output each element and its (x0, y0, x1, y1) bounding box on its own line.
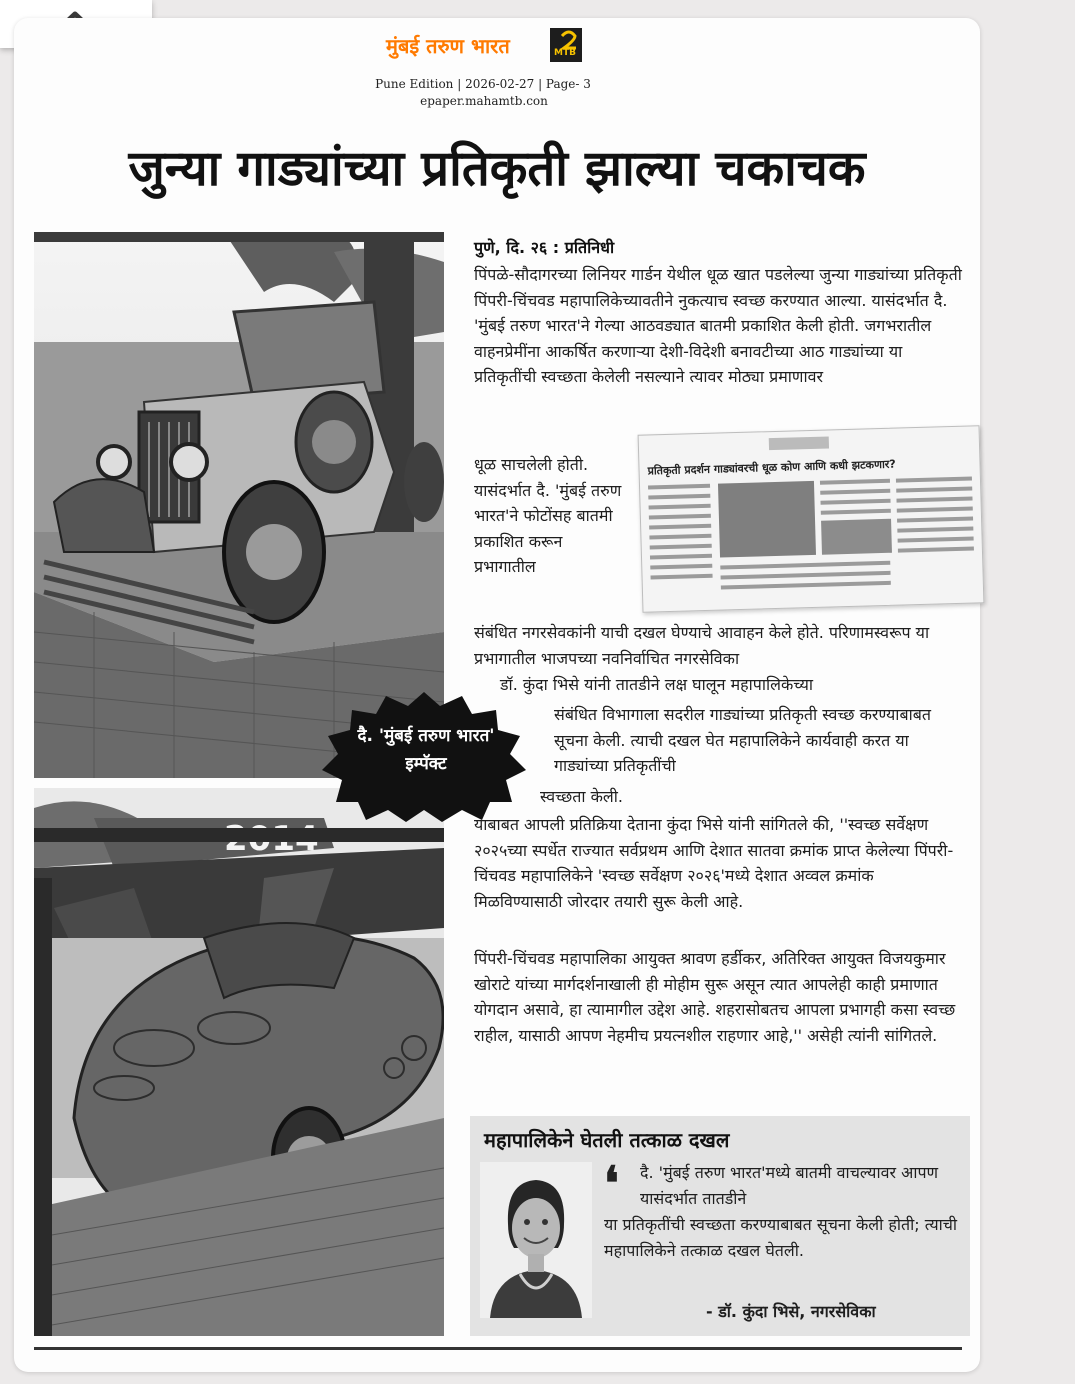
sports-car-photo (34, 788, 444, 1336)
numeral-2-icon (559, 30, 579, 50)
portrait-photo (480, 1162, 592, 1318)
bottom-rule (34, 1347, 962, 1350)
dateline: पुणे, दि. २६ : प्रतिनिधी (474, 238, 615, 257)
brand-logo (550, 28, 582, 62)
paragraph-1b: धूळ साचलेली होती. यासंदर्भात दै. 'मुंबई तरुण भारत'ने फोटोंसह बातमी प्रकाशित करून प्रभागातील (474, 455, 622, 576)
paragraph-2: याबाबत आपली प्रतिक्रिया देताना कुंदा भिसे यांनी सांगितले की, ''स्वच्छ सर्वेक्षण २०२५च्या स्पर्धेत राज्यात सर्वप्रथम आणि देशात सातवा क्रमांक प्राप्त केलेल्या पिंपरी-चिंचवड महापालिकेने 'स्वच्छ सर्वेक्षण २०२६'मध्ये देशात अव्वल क्रमांक मिळविण्यासाठी जोरदार तयारी सुरू केली आहे. (474, 815, 954, 911)
impact-badge: दै. 'मुंबई तरुण भारत' इम्पॅक्ट (357, 726, 495, 774)
edition-line: Pune Edition | 2026-02-27 | Page- 3 (375, 77, 591, 91)
brand-name: मुंबई तरुण भारत (386, 34, 510, 58)
paragraph-1f: स्वच्छता केली. (540, 787, 623, 806)
epaper-url: epaper.mahamtb.con (420, 94, 548, 108)
sidebar-quote-a: दै. 'मुंबई तरुण भारत'मध्ये बातमी वाचल्यावर आपण यासंदर्भात तातडीने (640, 1163, 939, 1208)
sidebar-attribution: - डॉ. कुंदा भिसे, नगरसेविका (706, 1302, 876, 1321)
logo-text: MTB (554, 48, 576, 58)
clipping-headline: प्रतिकृती प्रदर्शन गाड्यांवरची धूळ कोण आणि कधी झटकणार? (647, 457, 896, 478)
sidebar-quote-b: या प्रतिकृतींची स्वच्छता करण्याबाबत सूचना केली होती; त्याची महापालिकेने तत्काळ दखल घेतली. (604, 1215, 958, 1260)
newspaper-clipping (638, 425, 985, 612)
sidebar-title: महापालिकेने घेतली तत्काळ दखल (484, 1128, 730, 1152)
masthead (375, 28, 600, 118)
quote-icon: ❛ (604, 1156, 619, 1210)
paragraph-3: पिंपरी-चिंचवड महापालिका आयुक्त श्रावण हर्डीकर, अतिरिक्त आयुक्त विजयकुमार खोराटे यांच्या मार्गदर्शनाखाली ही मोहीम सुरू असून त्यात आपलेही काही प्रमाणात योगदान असावे, हा त्यामागील उद्देश आहे. शहरासोबतच आपला प्रभागही कसा स्वच्छ राहील, यासाठी आपण नेहमीच प्रयत्नशील राहणार आहे,'' असेही त्यांनी सांगितले. (474, 949, 956, 1045)
paragraph-1d: डॉ. कुंदा भिसे यांनी तातडीने लक्ष घालून महापालिकेच्या (500, 675, 814, 694)
paragraph-1a: पिंपळे-सौदागरच्या लिनियर गार्डन येथील धूळ खात पडलेल्या जुन्या गाड्यांच्या प्रतिकृती पिंपरी-चिंचवड महापालिकेच्यावतीने नुकत्याच स्वच्छ करण्यात आल्या. यासंदर्भात दै. 'मुंबई तरुण भारत'ने गेल्या आठवड्यात बातमी प्रकाशित केली होती. जगभरातील वाहनप्रेमींना आकर्षित करणाऱ्या देशी-विदेशी बनावटीच्या आठ गाड्यांच्या या प्रतिकृतींची स्वच्छता केलेली नसल्याने त्यावर मोठ्या प्रमाणावर (474, 265, 962, 386)
paragraph-1c: संबंधित नगरसेवकांनी याची दखल घेण्याचे आवाहन केले होते. परिणामस्वरूप या प्रभागातील भाजपच्या नवनिर्वाचित नगरसेविका (474, 623, 930, 668)
headline: जुन्या गाड्यांच्या प्रतिकृती झाल्या चकाचक (128, 140, 866, 197)
paragraph-1e: संबंधित विभागाला सदरील गाड्यांच्या प्रतिकृती स्वच्छ करण्याबाबत सूचना केली. त्याची दखल घेत महापालिकेने कार्यवाही करत या गाड्यांच्या प्रतिकृतींची (554, 705, 931, 775)
